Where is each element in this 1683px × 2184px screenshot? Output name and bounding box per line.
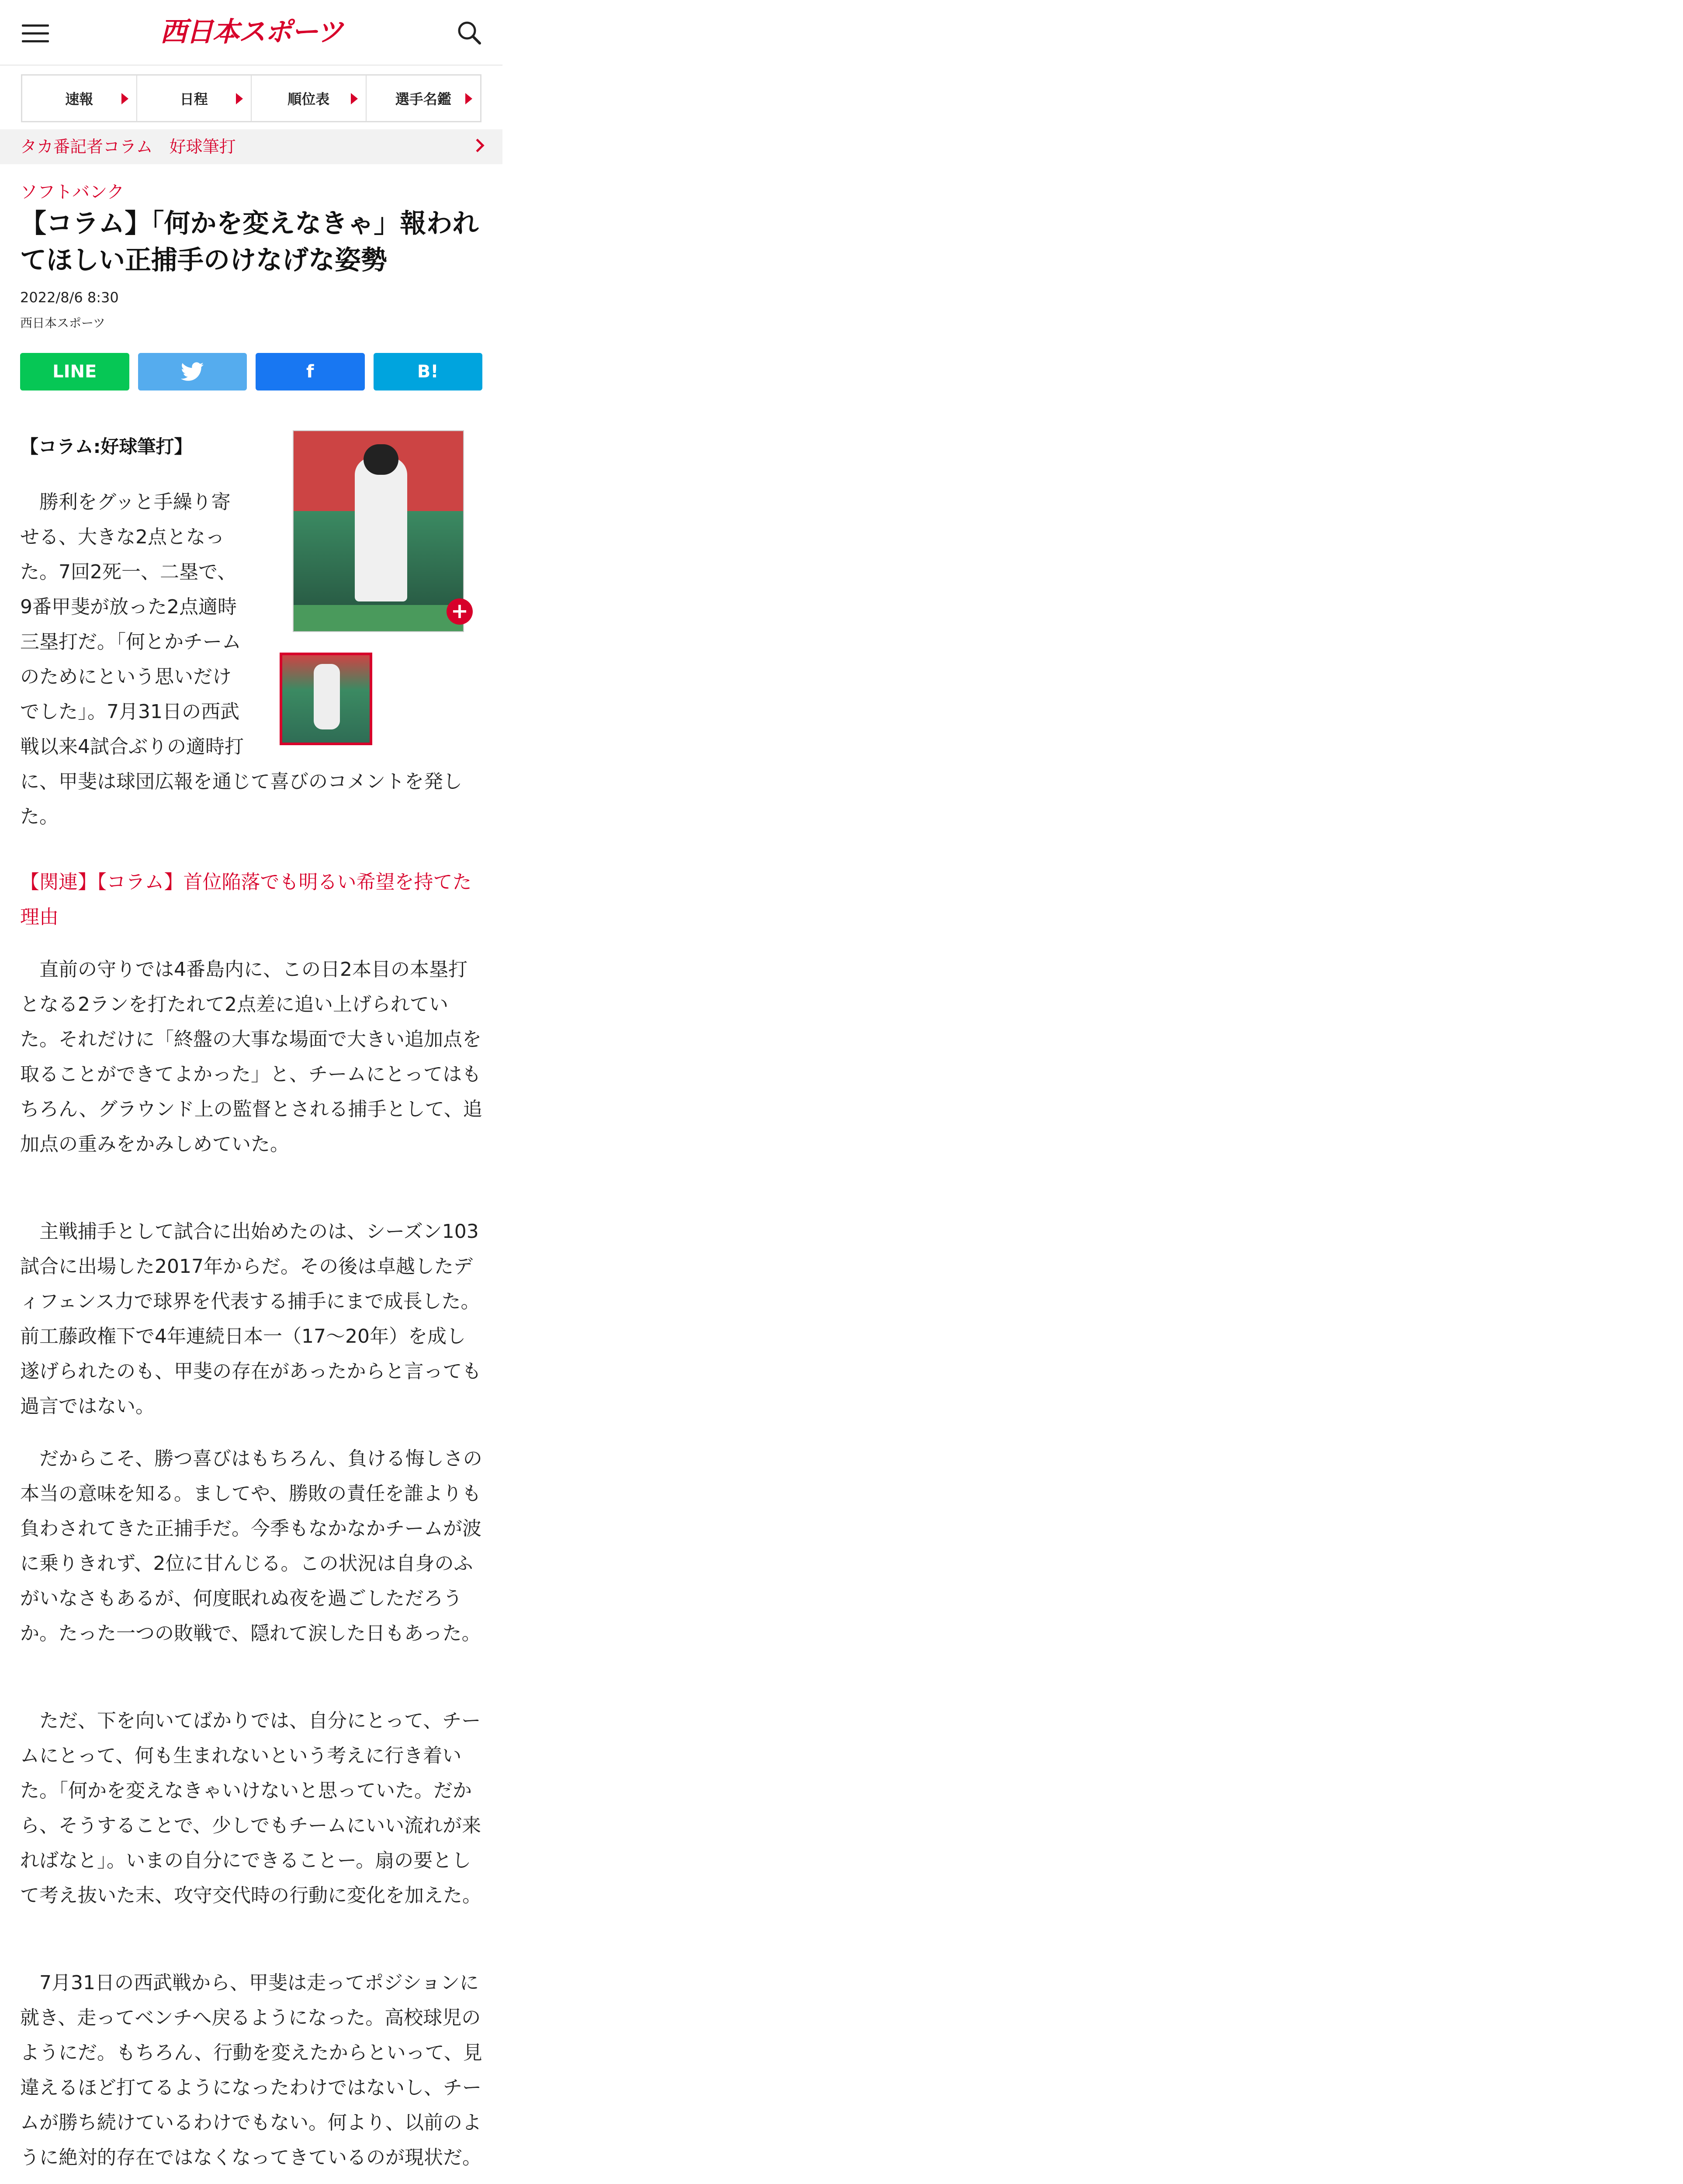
expand-photo-icon[interactable]: + xyxy=(447,598,473,625)
nav-label: 日程 xyxy=(180,91,208,107)
article-category[interactable]: ソフトバンク xyxy=(20,182,125,202)
related-article-link[interactable]: 【関連】【コラム】首位陥落でも明るい希望を持てた理由 xyxy=(20,871,472,928)
search-icon[interactable] xyxy=(456,20,482,46)
nav-breaking-news[interactable] xyxy=(22,76,137,121)
twitter-icon xyxy=(181,362,204,381)
nav-label: 速報 xyxy=(65,91,94,107)
share-facebook-button[interactable] xyxy=(256,353,365,390)
share-twitter-button[interactable] xyxy=(138,353,247,390)
share-line-button[interactable] xyxy=(20,353,129,390)
baseball-nav xyxy=(21,74,481,122)
breadcrumb-label: タカ番記者コラム 好球筆打 xyxy=(20,137,236,156)
nav-label: 選手名鑑 xyxy=(395,91,451,107)
site-header xyxy=(0,0,502,66)
article-date: 2022/8/6 8:30 xyxy=(20,289,119,306)
paragraph-4: だからこそ、勝つ喜びはもちろん、負ける悔しさの本当の意味を知る。ましてや、勝敗の責任を誰よりも負わされてきた正捕手だ。今季もなかなかチームが波に乗りきれず、2位に甘んじる。この状況は自身のふがいなさもあるが、何度眠れぬ夜を過ごしただろうか。たった一つの敗戦で、隠れて涙した日もあった。 xyxy=(20,1448,482,1645)
paragraph-6: 7月31日の西武戦から、甲斐は走ってポジションに就き、走ってベンチへ戻るようになった。高校球児のようにだ。もちろん、行動を変えたからといって、見違えるほど打てるようになったわけではないし、チームが勝ち続けているわけでもない。何より、以前のように絶対的存在ではなくなってきているのが現状だ。 xyxy=(20,1972,482,2169)
nav-player-directory[interactable] xyxy=(367,76,481,121)
site-logo[interactable]: 西日本スポーツ xyxy=(160,16,343,48)
share-buttons xyxy=(20,353,482,390)
paragraph-5: ただ、下を向いてばかりでは、自分にとって、チームにとって、何も生まれないという考えに行き着いた。「何かを変えなきゃいけないと思っていた。だから、そうすることで、少しでもチームにいい流れが来ればなと」。いまの自分にできることー。扇の要として考え抜いた末、攻守交代時の行動に変化を加えた。 xyxy=(20,1710,481,1907)
hatena-bookmark-icon: B! xyxy=(417,362,439,382)
triangle-right-icon xyxy=(236,93,243,104)
triangle-right-icon xyxy=(465,93,472,104)
nav-label: 順位表 xyxy=(287,91,330,107)
article-title: 【コラム】「何かを変えなきゃ」報われてほしい正捕手のけなげな姿勢 xyxy=(20,208,479,276)
nav-schedule[interactable] xyxy=(137,76,252,121)
share-hatena-button[interactable] xyxy=(374,353,483,390)
paragraph-2: 直前の守りでは4番島内に、この日2本目の本塁打となる2ランを打たれて2点差に追い上げられていた。それだけに「終盤の大事な場面で大きい追加点を取ることができてよかった」と、チームにとってはもちろん、グラウンド上の監督とされる捕手として、追加点の重みをかみしめていた。 xyxy=(20,958,482,1155)
chevron-right-icon xyxy=(471,138,484,152)
paragraph-1: 勝利をグッと手繰り寄せる、大きな2点となった。7回2死一、二塁で、9番甲斐が放った2点適時三塁打だ。「何とかチームのためにという思いだけでした」。7月31日の西武戦以来4試合ぶりの適時打に、甲斐は球団広報を通じて喜びのコメントを発した。 xyxy=(20,491,462,828)
column-series-breadcrumb[interactable] xyxy=(0,129,502,164)
article-lead: 【コラム:好球筆打】 xyxy=(20,436,193,457)
hamburger-menu-icon[interactable] xyxy=(22,24,49,43)
article-source: 西日本スポーツ xyxy=(20,316,105,330)
nav-standings[interactable] xyxy=(252,76,367,121)
facebook-icon: f xyxy=(306,362,314,382)
triangle-right-icon xyxy=(351,93,358,104)
triangle-right-icon xyxy=(121,93,128,104)
paragraph-3: 主戦捕手として試合に出始めたのは、シーズン103試合に出場した2017年からだ。その後は卓越したディフェンス力で球界を代表する捕手にまで成長した。前工藤政権下で4年連続日本一（17～20年）を成し遂げられたのも、甲斐の存在があったからと言っても過言ではない。 xyxy=(20,1220,481,1417)
page xyxy=(0,0,502,2184)
line-icon: LINE xyxy=(52,362,97,382)
